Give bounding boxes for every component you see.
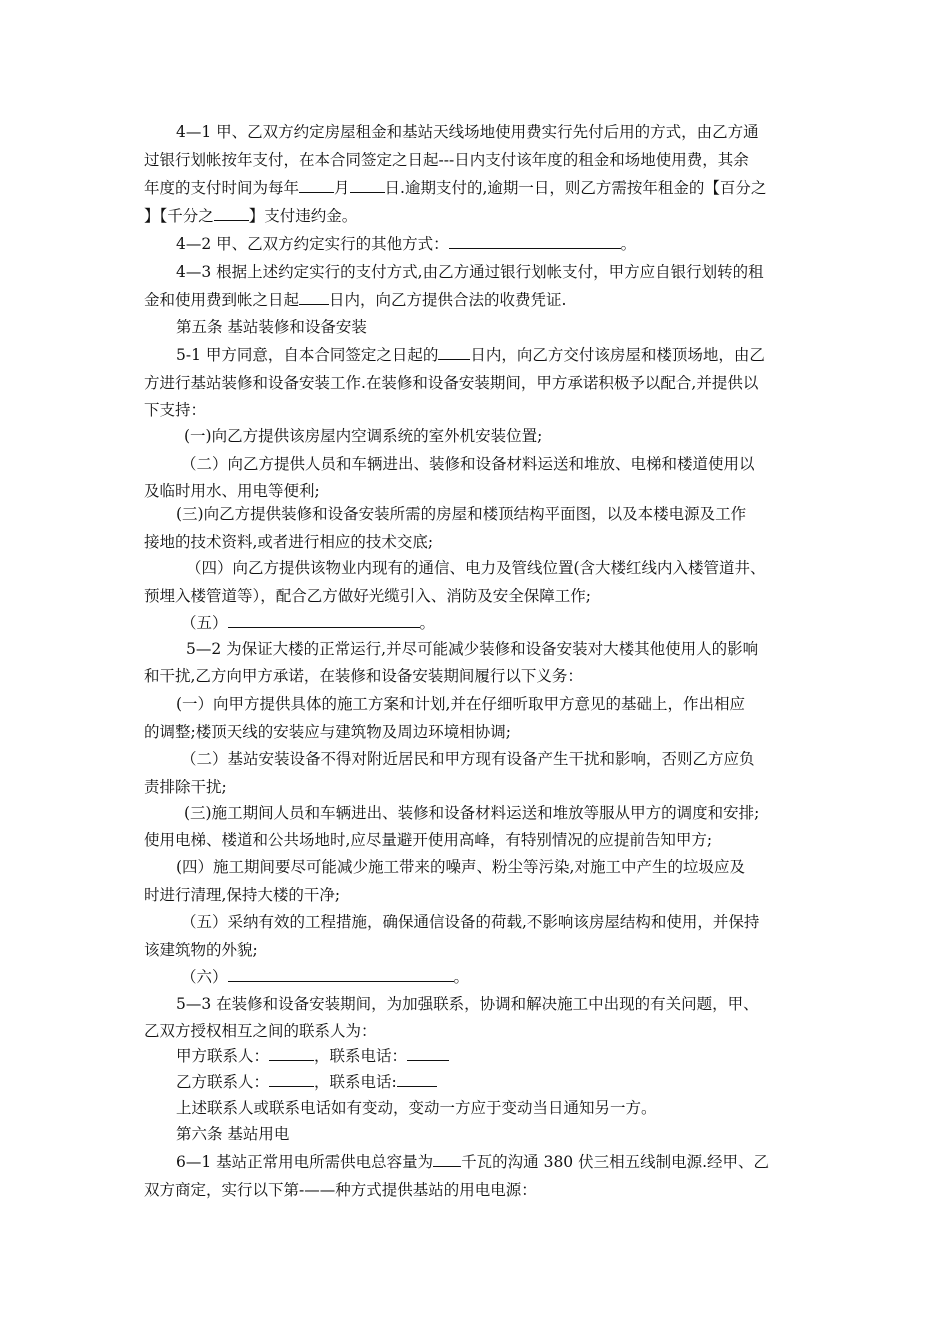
text: 千瓦的沟通 380 伏三相五线制电源.经甲、乙 [461, 1153, 770, 1171]
fill-blank [269, 1045, 314, 1061]
text: 甲方联系人： [176, 1047, 270, 1065]
text: 5-1 甲方同意，自本合同签定之日起的 [176, 346, 439, 364]
text: 及临时用水、用电等便利; [144, 482, 320, 500]
text: 的调整;楼顶天线的安装应与建筑物及周边环境相协调; [144, 723, 511, 741]
paragraph-5-3-line [176, 993, 759, 1015]
list-item-line [144, 884, 340, 906]
text: 预埋入楼管道等），配合乙方做好光缆引入、消防及安全保障工作; [144, 587, 591, 605]
list-item-line [184, 425, 542, 447]
paragraph-4-2-line [176, 233, 636, 255]
text: （二）基站安装设备不得对附近居民和甲方现有设备产生干扰和影响，否则乙方应负 [181, 750, 755, 768]
paragraph-5-1-line [144, 372, 758, 394]
list-item-line [176, 856, 745, 878]
text: 第六条 基站用电 [176, 1125, 290, 1143]
paragraph-line [176, 1097, 657, 1119]
text: （四）向乙方提供该物业内现有的通信、电力及管线位置(含大楼红线内入楼管道井、 [186, 559, 766, 577]
text: 日内，向乙方提供合法的收费凭证. [329, 291, 567, 309]
text: 乙双方授权相互之间的联系人为： [144, 1022, 377, 1040]
text: 日内，向乙方交付该房屋和楼顶场地，由乙 [470, 346, 765, 364]
section-heading [176, 1123, 289, 1145]
text: 上述联系人或联系电话如有变动，变动一方应于变动当日通知另一方。 [176, 1099, 657, 1117]
fill-blank [397, 1071, 437, 1087]
list-item-line [181, 748, 755, 770]
paragraph-6-1-line [176, 1151, 769, 1173]
text: (三)施工期间人员和车辆进出、装修和设备材料运送和堆放等服从甲方的调度和安排; [184, 804, 760, 822]
text: （五） [181, 614, 228, 632]
text: 第五条 基站装修和设备安装 [176, 318, 367, 336]
paragraph-5-1-line [176, 344, 765, 366]
text: 。 [453, 968, 470, 986]
text: (一）向甲方提供具体的施工方案和计划,并在仔细听取甲方意见的基础上，作出相应 [176, 695, 745, 713]
text: 。 [419, 614, 436, 632]
list-item-line [144, 721, 511, 743]
list-item-line [181, 612, 435, 634]
contact-line [176, 1071, 437, 1093]
text: 方进行基站装修和设备安装工作.在装修和设备安装期间，甲方承诺积极予以配合,并提供以 [144, 374, 759, 392]
text: 日.逾期支付的,逾期一日，则乙方需按年租金的【百分之 [384, 179, 767, 197]
fill-blank [214, 205, 249, 221]
text: 该建筑物的外貌; [144, 941, 258, 959]
text: 乙方联系人： [176, 1073, 270, 1091]
paragraph-4-1-line [144, 177, 766, 199]
list-item-line [181, 966, 469, 988]
text: 和干扰,乙方向甲方承诺，在装修和设备安装期间履行以下义务： [144, 667, 583, 685]
text: （二）向乙方提供人员和车辆进出、装修和设备材料运送和堆放、电梯和楼道使用以 [181, 455, 755, 473]
paragraph-4-3-line [176, 261, 764, 283]
paragraph-5-2-line [186, 638, 758, 660]
paragraph-4-1-line [144, 149, 749, 171]
text: (一)向乙方提供该房屋内空调系统的室外机安装位置; [184, 427, 543, 445]
list-item-line [144, 585, 591, 607]
section-heading [176, 316, 367, 338]
fill-blank [449, 233, 621, 249]
text: 时进行清理,保持大楼的干净; [144, 886, 341, 904]
fill-blank [299, 289, 329, 305]
contact-line [176, 1045, 449, 1067]
paragraph-5-3-line [144, 1020, 377, 1042]
paragraph-5-1-line [144, 399, 206, 421]
fill-blank [438, 344, 470, 360]
text: (三)向乙方提供装修和设备安装所需的房屋和楼顶结构平面图，以及本楼电源及工作 [176, 505, 747, 523]
paragraph-4-3-line [144, 289, 566, 311]
list-item-line [181, 453, 755, 475]
text: 月 [334, 179, 350, 197]
text: 4—1 甲、乙双方约定房屋租金和基站天线场地使用费实行先付后用的方式，由乙方通 [176, 123, 759, 141]
paragraph-4-1-line [176, 121, 759, 143]
fill-blank [269, 1071, 314, 1087]
text: 双方商定，实行以下第-——种方式提供基站的用电电源： [144, 1181, 537, 1199]
paragraph-4-1-line [144, 205, 357, 227]
text: 过银行划帐按年支付，在本合同签定之日起---日内支付该年度的租金和场地使用费，其余 [144, 151, 749, 169]
text: 接地的技术资料,或者进行相应的技术交底; [144, 533, 434, 551]
list-item-line [144, 939, 258, 961]
list-item-line [184, 802, 759, 824]
fill-blank [433, 1151, 461, 1167]
text: 使用电梯、楼道和公共场地时,应尽量避开使用高峰，有特别情况的应提前告知甲方; [144, 831, 713, 849]
fill-blank [350, 177, 385, 193]
list-item-line [144, 776, 227, 798]
text: 5—3 在装修和设备安装期间，为加强联系，协调和解决施工中出现的有关问题，甲、 [176, 995, 759, 1013]
list-item-line [181, 911, 759, 933]
list-item-line [144, 829, 712, 851]
text: 下支持： [144, 401, 207, 419]
fill-blank [228, 966, 454, 982]
paragraph-5-2-line [144, 665, 583, 687]
text: 责排除干扰; [144, 778, 227, 796]
text: ，联系电话： [314, 1047, 408, 1065]
text: （六） [181, 968, 228, 986]
text: 4—2 甲、乙双方约定实行的其他方式： [176, 235, 449, 253]
text: （五）采纳有效的工程措施，确保通信设备的荷载,不影响该房屋结构和使用，并保持 [181, 913, 760, 931]
fill-blank [228, 612, 420, 628]
text: 5—2 为保证大楼的正常运行,并尽可能减少装修和设备安装对大楼其他使用人的影响 [186, 640, 759, 658]
list-item-line [176, 693, 745, 715]
text: 年度的支付时间为每年 [144, 179, 300, 197]
text: 】【千分之 [144, 207, 214, 225]
text: ，联系电话: [314, 1073, 397, 1091]
list-item-line [144, 531, 433, 553]
fill-blank [407, 1045, 449, 1061]
list-item-line [186, 557, 766, 579]
paragraph-6-1-line [144, 1179, 537, 1201]
text: 4—3 根据上述约定实行的支付方式,由乙方通过银行划帐支付，甲方应自银行划转的租 [176, 263, 764, 281]
fill-blank [299, 177, 334, 193]
text: 】支付违约金。 [248, 207, 358, 225]
text: 金和使用费到帐之日起 [144, 291, 300, 309]
list-item-line [144, 480, 320, 502]
list-item-line [176, 503, 746, 525]
text: (四）施工期间要尽可能减少施工带来的噪声、粉尘等污染,对施工中产生的垃圾应及 [176, 858, 745, 876]
text: 6—1 基站正常用电所需供电总容量为 [176, 1153, 434, 1171]
text: 。 [620, 235, 637, 253]
